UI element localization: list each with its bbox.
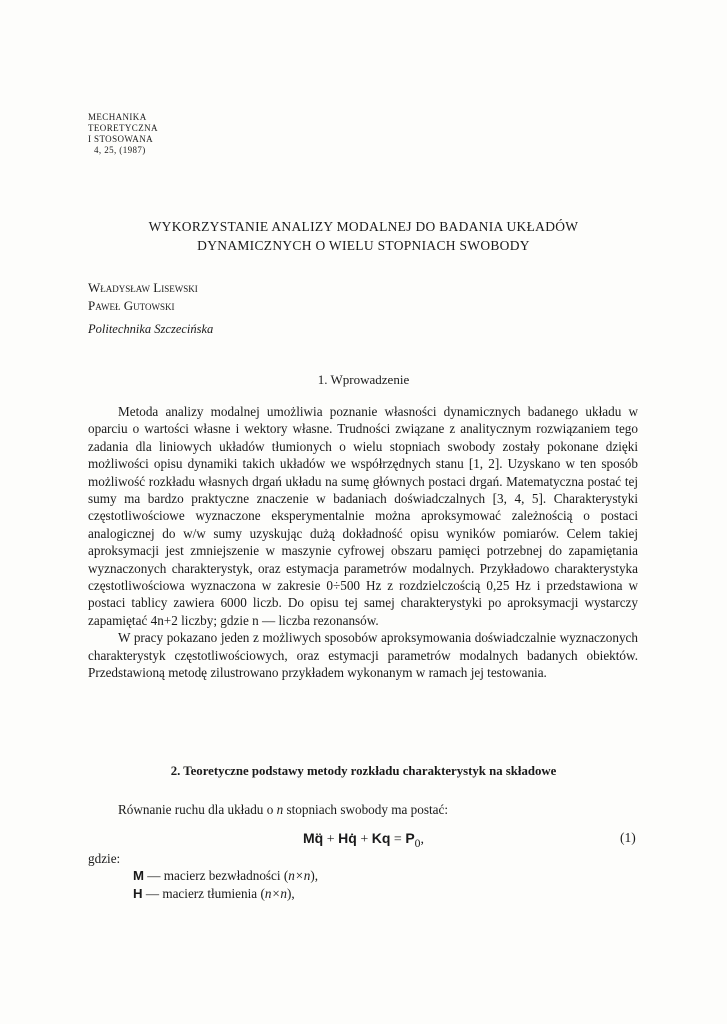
journal-issue: 4, 25, (1987) (94, 145, 146, 155)
where-label: gdzie: (88, 851, 121, 866)
eq-symbol: H (338, 830, 349, 846)
author-name: Paweł Gutowski (88, 298, 175, 313)
intro-text: Równanie ruchu dla układu o (118, 802, 277, 817)
definition-symbol: M (133, 868, 144, 883)
journal-name-line2: TEORETYCZNA (88, 123, 158, 133)
eq-symbol: q̇ (348, 830, 357, 846)
definition-end: ), (286, 886, 295, 901)
eq-operator: + (323, 832, 339, 847)
paper-title-line1: WYKORZYSTANIE ANALIZY MODALNEJ DO BADANIA UKŁADÓW (148, 219, 579, 234)
eq-symbol: q̈ (314, 830, 324, 846)
equation-of-motion (0, 830, 727, 850)
eq-punct: , (420, 832, 424, 847)
eq-operator: = (390, 832, 406, 847)
definition-item (133, 867, 318, 885)
definition-dim: n×n (288, 868, 311, 883)
definition-item (133, 885, 318, 903)
eq-symbol: P (405, 830, 415, 846)
eq-symbol: M (303, 830, 315, 846)
intro-variable: n (276, 802, 284, 817)
paragraph: W pracy pokazano jeden z możliwych sposobów aproksymowania doświadczalnie wyznaczonych charakterystyk częstotliwościowych, oraz estymacji parametrów modalnych badanych obiektów. Przedstawioną metodę zilustrowano przykładem wykonanym w ramach jej testowania. (88, 630, 638, 681)
journal-name-line3: I STOSOWANA (88, 134, 153, 144)
author-name: Władysław Lisewski (88, 280, 198, 295)
eq-subscript: 0 (414, 836, 421, 850)
journal-name-line1: MECHANIKA (88, 112, 147, 122)
paragraph: Metoda analizy modalnej umożliwia poznanie własności dynamicznych badanego układu w oparciu o wartości własne i wektory własne. Trudności związane z analitycznym rozwiązaniem tego zadania dla liniowych układów tłumionych o wielu stopniach swobody zostały pokonane dzięki możliwości opisu dynamiki takich układów we współrzędnych stanu [1, 2]. Uzyskano w ten sposób możliwość rozkładu własnych drgań układu na sumę głównych postaci drgań. Matematyczna postać tej sumy ma bardzo praktyczne znaczenie w badaniach doświadczalnych [3, 4, 5]. Charakterystyki częstotliwościowe wyznaczone eksperymentalnie można aproksymować zależnością o postaci analogicznej do w/w sumy uzyskując dużą dokładność opisu wyników pomiarów. Celem takiej aproksymacji jest zmniejszenie w maszynie cyfrowej obszaru pamięci potrzebnej do zapamiętania wyznaczonych charakterystyk, oraz estymacja parametrów modalnych. Przykładowo charakterystyka częstotliwościowa wyznaczona w zakresie 0÷500 Hz z rozdzielczością 0,25 Hz i przedstawiona w postaci tablicy zawiera 6000 liczb. Do opisu tej samej charakterystyki po aproksymacji wystarczy zapamiętać 4n+2 liczby; gdzie n — liczba rezonansów. (88, 404, 638, 628)
paper-title (60, 217, 667, 255)
definition-text: — macierz tłumienia ( (142, 886, 265, 901)
eq-operator: + (356, 832, 372, 847)
affiliation: Politechnika Szczecińska (88, 322, 214, 336)
section-1-heading: 1. Wprowadzenie (317, 372, 410, 387)
definition-text: — macierz bezwładności ( (144, 868, 289, 883)
equation-intro (118, 802, 448, 818)
author-list (88, 279, 198, 315)
definition-dim: n×n (264, 886, 287, 901)
section-2-heading: 2. Teoretyczne podstawy metody rozkładu charakterystyk na składowe (170, 764, 557, 778)
definition-symbol: H (133, 886, 143, 901)
section-1-body (88, 403, 638, 682)
journal-header (88, 112, 158, 156)
eq-symbol: q (381, 830, 391, 846)
intro-text: stopniach swobody ma postać: (283, 802, 449, 817)
paper-title-line2: DYNAMICZNYCH O WIELU STOPNIACH SWOBODY (197, 238, 530, 253)
definition-end: ), (310, 868, 319, 883)
definition-list (133, 867, 318, 903)
eq-symbol: K (371, 830, 382, 846)
equation-number: (1) (620, 830, 636, 845)
